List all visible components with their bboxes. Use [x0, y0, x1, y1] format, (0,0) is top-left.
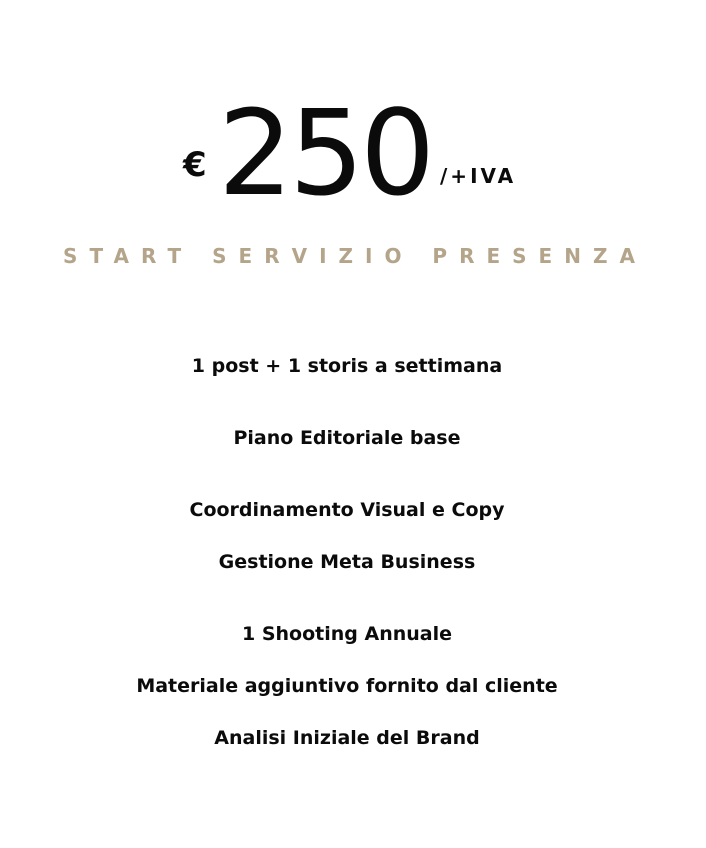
- price-block: [0, 0, 706, 230]
- feature-item: 1 Shooting Annuale: [242, 623, 452, 645]
- feature-item: Analisi Iniziale del Brand: [214, 727, 480, 749]
- price-suffix: /+IVA: [440, 164, 517, 188]
- currency-symbol: €: [183, 145, 207, 185]
- plan-name: START SERVIZIO PRESENZA: [63, 244, 647, 268]
- price-amount: 250: [218, 84, 432, 222]
- feature-item: 1 post + 1 storis a settimana: [191, 355, 503, 377]
- feature-item: Materiale aggiuntivo fornito dal cliente: [136, 675, 558, 697]
- feature-item: Coordinamento Visual e Copy: [189, 499, 505, 521]
- feature-item: Piano Editoriale base: [233, 427, 461, 449]
- feature-item: Gestione Meta Business: [218, 551, 476, 573]
